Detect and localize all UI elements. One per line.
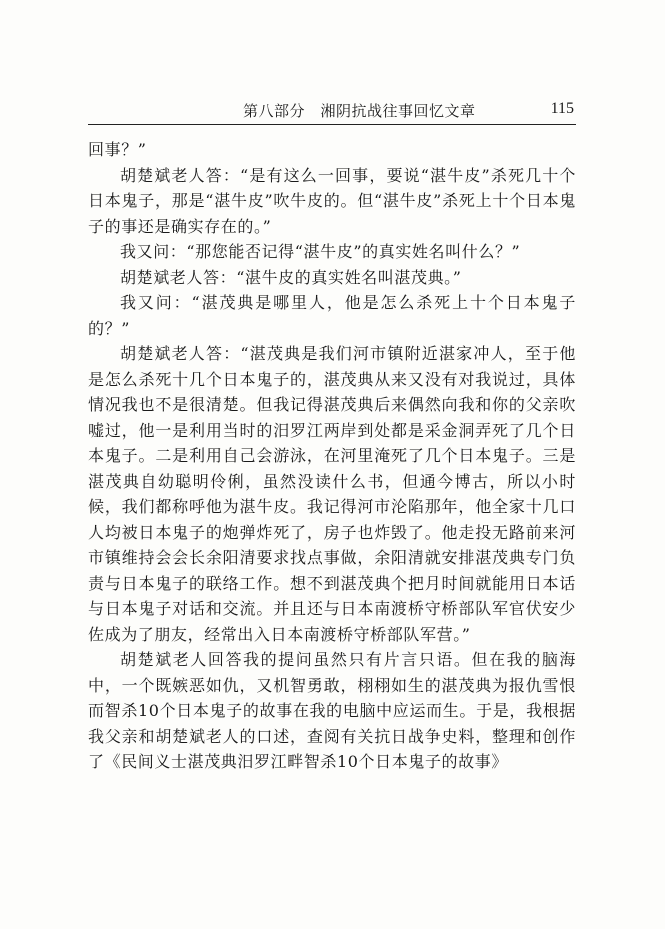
paragraph: 回事？” (88, 140, 147, 159)
paragraph: 胡楚斌老人回答我的提问虽然只有片言只语。但在我的脑海中，一个既嫉恶如仇，又机智勇敢，栩栩如生的湛茂典为报仇雪恨而智杀10个日本鬼子的故事在我的电脑中应运而生。于是，我根据我父亲和胡楚斌老人的口述，查阅有关抗日战争史料，整理和创作了《民间义士湛茂典汨罗江畔智杀10个日本鬼子的故事》 (88, 650, 576, 771)
running-header (88, 96, 576, 125)
paragraph: 胡楚斌老人答：“是有这么一回事，要说“湛牛皮”杀死几十个日本鬼子，那是“湛牛皮”吹牛皮的。但“湛牛皮”杀死上十个日本鬼子的事还是确实存在的。” (88, 165, 576, 236)
header-title: 第八部分 湘阴抗战往事回忆文章 (243, 102, 476, 120)
paragraph: 胡楚斌老人答：“湛牛皮的真实姓名叫湛茂典。” (120, 267, 462, 287)
body-text (88, 137, 576, 775)
paragraph: 我又问：“湛茂典是哪里人，他是怎么杀死上十个日本鬼子的？” (88, 293, 576, 338)
paragraph: 胡楚斌老人答：“湛茂典是我们河市镇附近湛家冲人，至于他是怎么杀死十几个日本鬼子的，湛茂典从来又没有对我说过，具体情况我也不是很清楚。但我记得湛茂典后来偶然向我和你的父亲吹嘘过，他一是利用当时的汨罗江两岸到处都是采金洞弄死了几个日本鬼子。二是利用自己会游泳，在河里淹死了几个日本鬼子。三是湛茂典自幼聪明伶俐，虽然没读什么书，但通今博古，所以小时候，我们都称呼他为湛牛皮。我记得河市沦陷那年，他全家十几口人均被日本鬼子的炮弹炸死了，房子也炸毁了。他走投无路前来河市镇维持会会长余阳清要求找点事做，余阳清就安排湛茂典专门负责与日本鬼子的联络工作。想不到湛茂典个把月时间就能用日本话与日本鬼子对话和交流。并且还与日本南渡桥守桥部队军官伏安少佐成为了朋友，经常出入日本南渡桥守桥部队军营。” (88, 344, 576, 644)
page-number: 115 (550, 100, 574, 117)
paragraph: 我又问：“那您能否记得“湛牛皮”的真实姓名叫什么？” (120, 242, 521, 261)
